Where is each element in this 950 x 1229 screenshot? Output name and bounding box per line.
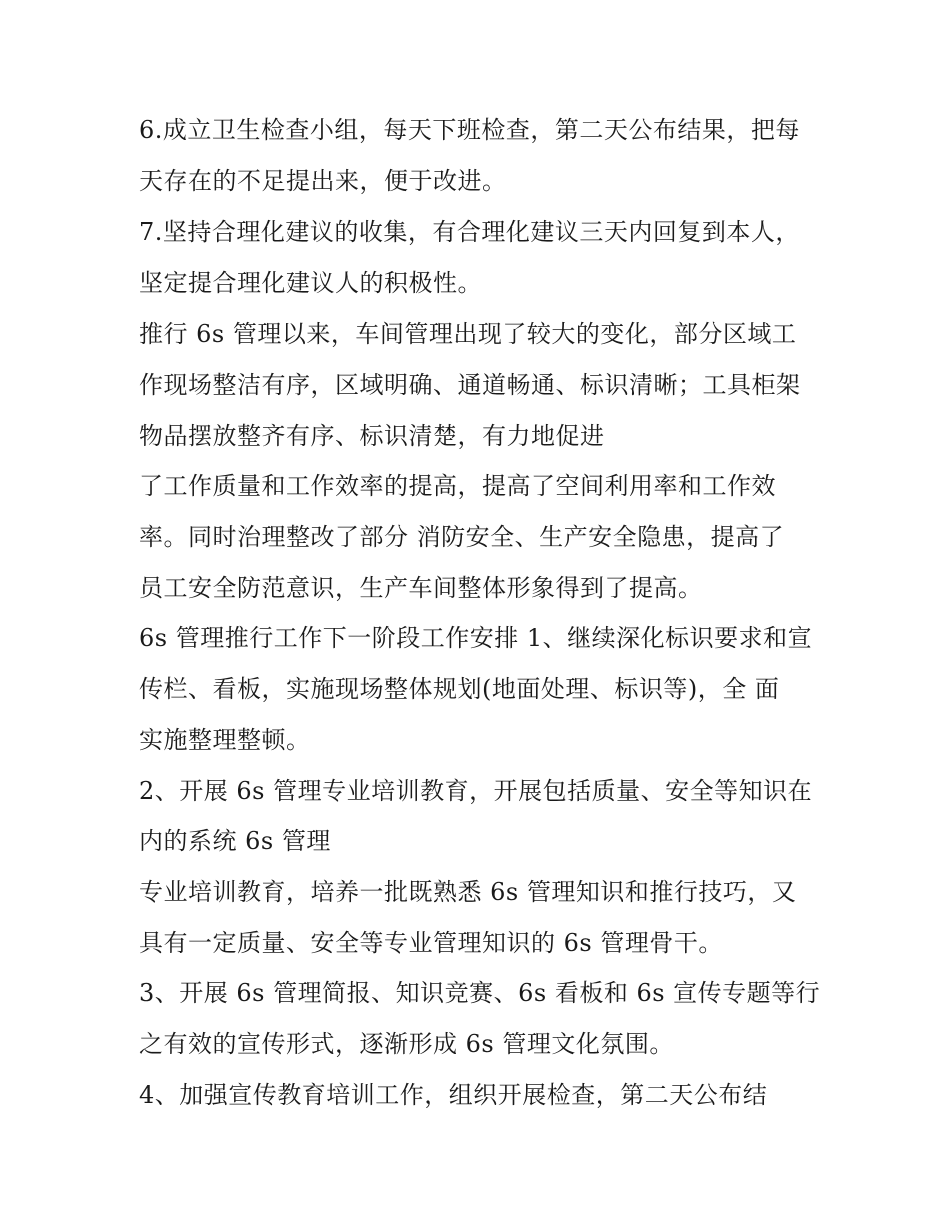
text-line: 6s 管理推行工作下一阶段工作安排 1、继续深化标识要求和宣 bbox=[139, 624, 813, 652]
text-line: 作现场整洁有序，区域明确、通道畅通、标识清晰；工具柜架 bbox=[139, 371, 801, 399]
text-line: 7.坚持合理化建议的收集，有合理化建议三天内回复到本人， bbox=[139, 218, 800, 246]
text-line: 专业培训教育，培养一批既熟悉 6s 管理知识和推行技巧，又 bbox=[139, 878, 797, 906]
text-line: 天存在的不足提出来，便于改进。 bbox=[139, 167, 507, 195]
text-line: 内的系统 6s 管理 bbox=[139, 827, 331, 855]
text-line: 推行 6s 管理以来，车间管理出现了较大的变化，部分区域工 bbox=[139, 320, 797, 348]
text-line: 2、开展 6s 管理专业培训教育，开展包括质量、安全等知识在 bbox=[139, 777, 813, 805]
text-line: 具有一定质量、安全等专业管理知识的 6s 管理骨干。 bbox=[139, 929, 723, 957]
text-line: 4、加强宣传教育培训工作，组织开展检查，第二天公布结 bbox=[139, 1081, 768, 1109]
text-line: 之有效的宣传形式，逐渐形成 6s 管理文化氛围。 bbox=[139, 1030, 674, 1058]
text-line: 了工作质量和工作效率的提高，提高了空间利用率和工作效 bbox=[139, 472, 776, 500]
text-line: 6.成立卫生检查小组，每天下班检查，第二天公布结果，把每 bbox=[139, 116, 800, 144]
text-line: 物品摆放整齐有序、标识清楚，有力地促进 bbox=[139, 422, 605, 450]
text-line: 员工安全防范意识，生产车间整体形象得到了提高。 bbox=[139, 574, 703, 602]
text-line: 3、开展 6s 管理简报、知识竞赛、6s 看板和 6s 宣传专题等行 bbox=[139, 979, 821, 1007]
text-line: 实施整理整顿。 bbox=[139, 726, 311, 754]
text-line: 率。同时治理整改了部分 消防安全、生产安全隐患，提高了 bbox=[139, 523, 785, 551]
text-line: 传栏、看板，实施现场整体规划(地面处理、标识等)，全 面 bbox=[139, 675, 780, 703]
text-line: 坚定提合理化建议人的积极性。 bbox=[139, 269, 482, 297]
